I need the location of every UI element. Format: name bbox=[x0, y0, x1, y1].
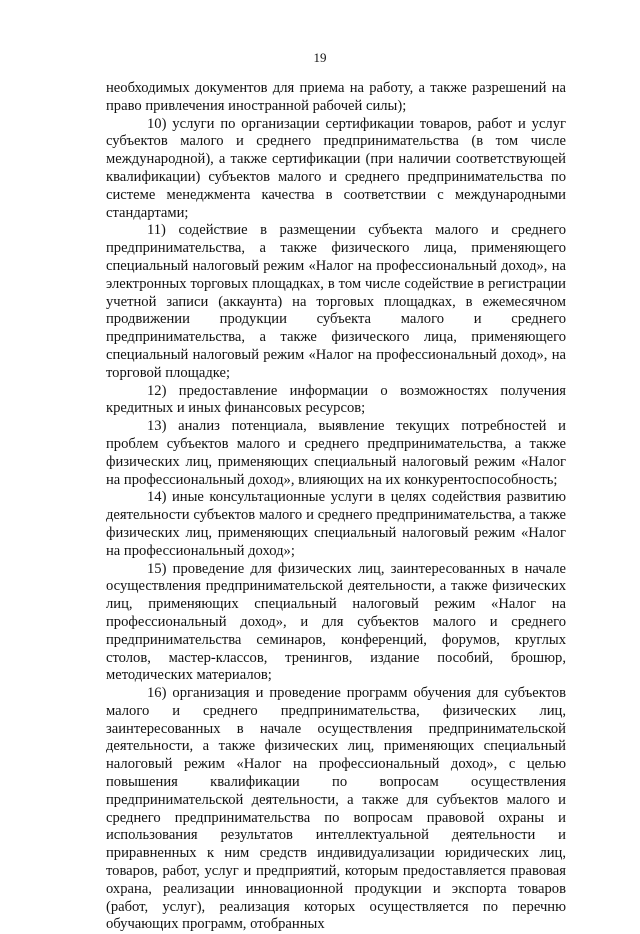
page-number: 19 bbox=[313, 50, 327, 65]
document-body bbox=[106, 80, 566, 934]
paragraph-item-13: 13) анализ потенциала, выявление текущих потребностей и проблем субъектов малого и среднего предпринимательства, а также физических лиц, применяющих специальный налоговый режим «Налог на профессиональный доход», влияющих на их конкурентоспособность; bbox=[106, 418, 566, 488]
paragraph-item-15: 15) проведение для физических лиц, заинтересованных в начале осуществления предпринимательской деятельности, а также физических лиц, применяющих специальный налоговый режим «Налог на профессиональный доход», и для субъектов малого и среднего предпринимательства семинаров, конференций, форумов, круглых столов, мастер-классов, тренингов, издание пособий, брошюр, методических материалов; bbox=[106, 560, 566, 684]
paragraph-continuation: необходимых документов для приема на работу, а также разрешений на право привлечения иностранной рабочей силы); bbox=[106, 80, 566, 114]
paragraph-item-11: 11) содействие в размещении субъекта малого и среднего предпринимательства, а также физического лица, применяющего специальный налоговый режим «Налог на профессиональный доход», на электронных торговых площадках, в том числе содействие в регистрации учетной записи (аккаунта) на торговых площадках, в ежемесячном продвижении продукции субъекта малого и среднего предпринимательства, а также физического лица, применяющего специальный налоговый режим «Налог на профессиональный доход», на торговой площадке; bbox=[106, 222, 566, 381]
paragraph-item-16: 16) организация и проведение программ обучения для субъектов малого и среднего предпринимательства, физических лиц, заинтересованных в начале осуществления предпринимательской деятельности, а также физических лиц, применяющих специальный налоговый режим «Налог на профессиональный доход», с целью повышения квалификации по вопросам осуществления предпринимательской деятельности, а также для субъектов малого и среднего предпринимательства по вопросам правовой охраны и использования результатов интеллектуальной деятельности и приравненных к ним средств индивидуализации юридических лиц, товаров, работ, услуг и предприятий, которым предоставляется правовая охрана, реализации инновационной продукции и экспорта товаров (работ, услуг), реализация которых осуществляется по перечню обучающих программ, отобранных bbox=[106, 685, 566, 933]
paragraph-item-14: 14) иные консультационные услуги в целях содействия развитию деятельности субъектов малого и среднего предпринимательства, а также физических лиц, применяющих специальный налоговый режим «Налог на профессиональный доход»; bbox=[106, 489, 566, 559]
paragraph-item-10: 10) услуги по организации сертификации товаров, работ и услуг субъектов малого и среднего предпринимательства (в том числе международной), а также сертификации (при наличии соответствующей квалификации) субъектов малого и среднего предпринимательства по системе менеджмента качества в соответствии с международными стандартами; bbox=[106, 115, 566, 221]
paragraph-item-12: 12) предоставление информации о возможностях получения кредитных и иных финансовых ресурсов; bbox=[106, 382, 566, 417]
